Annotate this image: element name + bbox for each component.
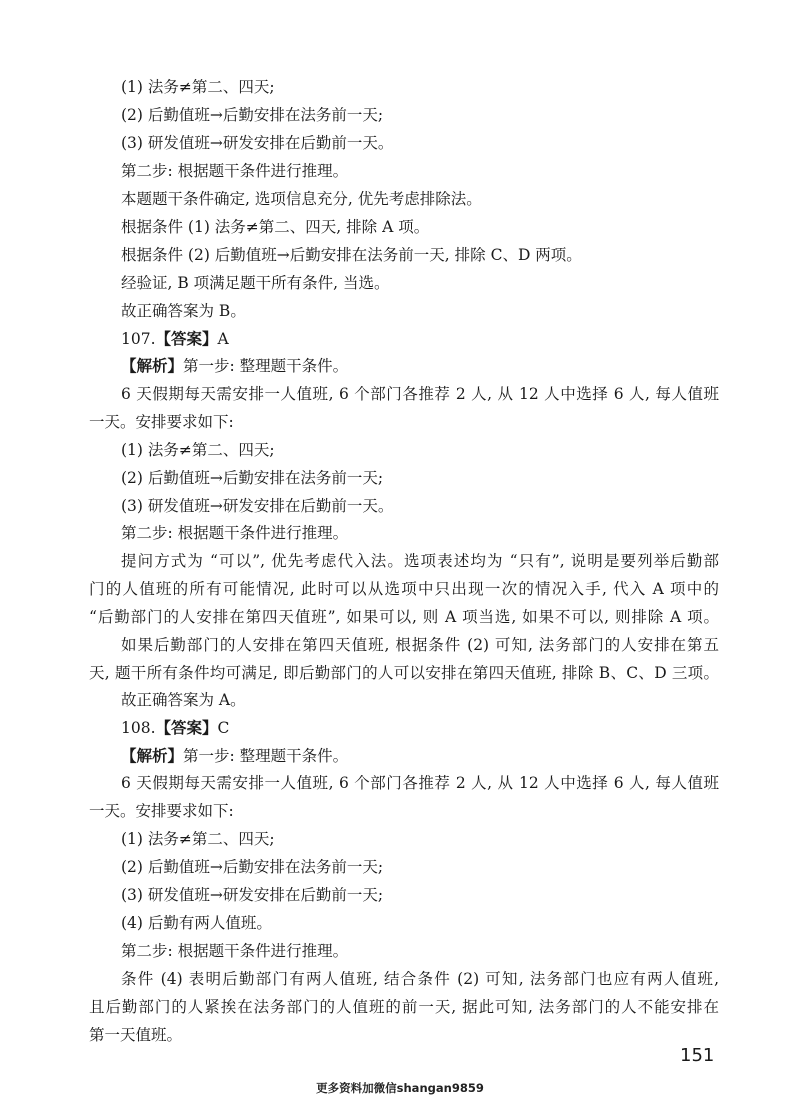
footer-note: 更多资料加微信shangan9859: [316, 1081, 484, 1095]
step-two-line: 第二步: 根据题干条件进行推理。: [121, 942, 349, 960]
paragraph-line: 6 天假期每天需安排一人值班, 6 个部门各推荐 2 人, 从 12 人中选择 6 人, 每人值班: [121, 385, 719, 403]
paragraph-line: 提问方式为 “可以”, 优先考虑代入法。选项表述均为 “只有”, 说明是要列举后勤部: [121, 552, 719, 570]
question-108-analysis: [121, 745, 348, 767]
paragraph-line: 一天。安排要求如下:: [89, 413, 234, 431]
condition-line-1: (1) 法务≠第二、四天;: [121, 441, 275, 459]
question-107-answer: [121, 328, 229, 350]
paragraph-line: 根据条件 (2) 后勤值班→后勤安排在法务前一天, 排除 C、D 两项。: [121, 246, 582, 264]
paragraph-line: 根据条件 (1) 法务≠第二、四天, 排除 A 项。: [121, 218, 430, 236]
condition-line-1: (1) 法务≠第二、四天;: [121, 830, 275, 848]
analysis-tag: 【解析】: [121, 356, 184, 375]
answer-conclusion: 故正确答案为 A。: [121, 691, 246, 709]
paragraph-line: 第一天值班。: [89, 1026, 183, 1044]
condition-line-2: (2) 后勤值班→后勤安排在法务前一天;: [121, 469, 384, 487]
paragraph-line: 一天。安排要求如下:: [89, 802, 234, 820]
answer-tag: 【答案】: [155, 329, 218, 348]
condition-line-3: (3) 研发值班→研发安排在后勤前一天;: [121, 886, 384, 904]
paragraph-line: 经验证, B 项满足题干所有条件, 当选。: [121, 274, 390, 292]
condition-line-2: (2) 后勤值班→后勤安排在法务前一天;: [121, 106, 384, 124]
answer-value: A: [217, 330, 229, 348]
condition-line-2: (2) 后勤值班→后勤安排在法务前一天;: [121, 858, 384, 876]
step-two-line: 第二步: 根据题干条件进行推理。: [121, 524, 349, 542]
paragraph-line: 且后勤部门的人紧挨在法务部门的人值班的前一天, 据此可知, 法务部门的人不能安排在: [89, 998, 719, 1016]
condition-line-3: (3) 研发值班→研发安排在后勤前一天。: [121, 497, 394, 515]
paragraph-line: 天, 题干所有条件均可满足, 即后勤部门的人可以安排在第四天值班, 排除 B、C、D 三项。: [89, 664, 719, 682]
paragraph-line: 条件 (4) 表明后勤部门有两人值班, 结合条件 (2) 可知, 法务部门也应有两人值班,: [121, 970, 719, 988]
paragraph-line: 如果后勤部门的人安排在第四天值班, 根据条件 (2) 可知, 法务部门的人安排在第五: [121, 636, 719, 654]
question-number: 107.: [121, 330, 156, 348]
question-108-answer: [121, 717, 229, 739]
analysis-text: 第一步: 整理题干条件。: [183, 357, 349, 375]
analysis-text: 第一步: 整理题干条件。: [183, 747, 349, 765]
paragraph-line: 本题题干条件确定, 选项信息充分, 优先考虑排除法。: [121, 190, 482, 208]
question-107-analysis: [121, 355, 348, 377]
question-number: 108.: [121, 719, 156, 737]
answer-conclusion: 故正确答案为 B。: [121, 302, 246, 320]
condition-line-1: (1) 法务≠第二、四天;: [121, 78, 275, 96]
answer-value: C: [217, 719, 230, 737]
condition-line-3: (3) 研发值班→研发安排在后勤前一天。: [121, 134, 394, 152]
answer-tag: 【答案】: [155, 718, 218, 737]
page-number: 151: [680, 1045, 715, 1066]
analysis-tag: 【解析】: [121, 746, 184, 765]
paragraph-line: 6 天假期每天需安排一人值班, 6 个部门各推荐 2 人, 从 12 人中选择 6 人, 每人值班: [121, 774, 719, 792]
paragraph-line: “后勤部门的人安排在第四天值班”, 如果可以, 则 A 项当选, 如果不可以, 则排除 A 项。: [89, 608, 719, 626]
step-two-line: 第二步: 根据题干条件进行推理。: [121, 162, 349, 180]
paragraph-line: 门的人值班的所有可能情况, 此时可以从选项中只出现一次的情况入手, 代入 A 项中的: [89, 580, 719, 598]
condition-line-4: (4) 后勤有两人值班。: [121, 914, 272, 932]
